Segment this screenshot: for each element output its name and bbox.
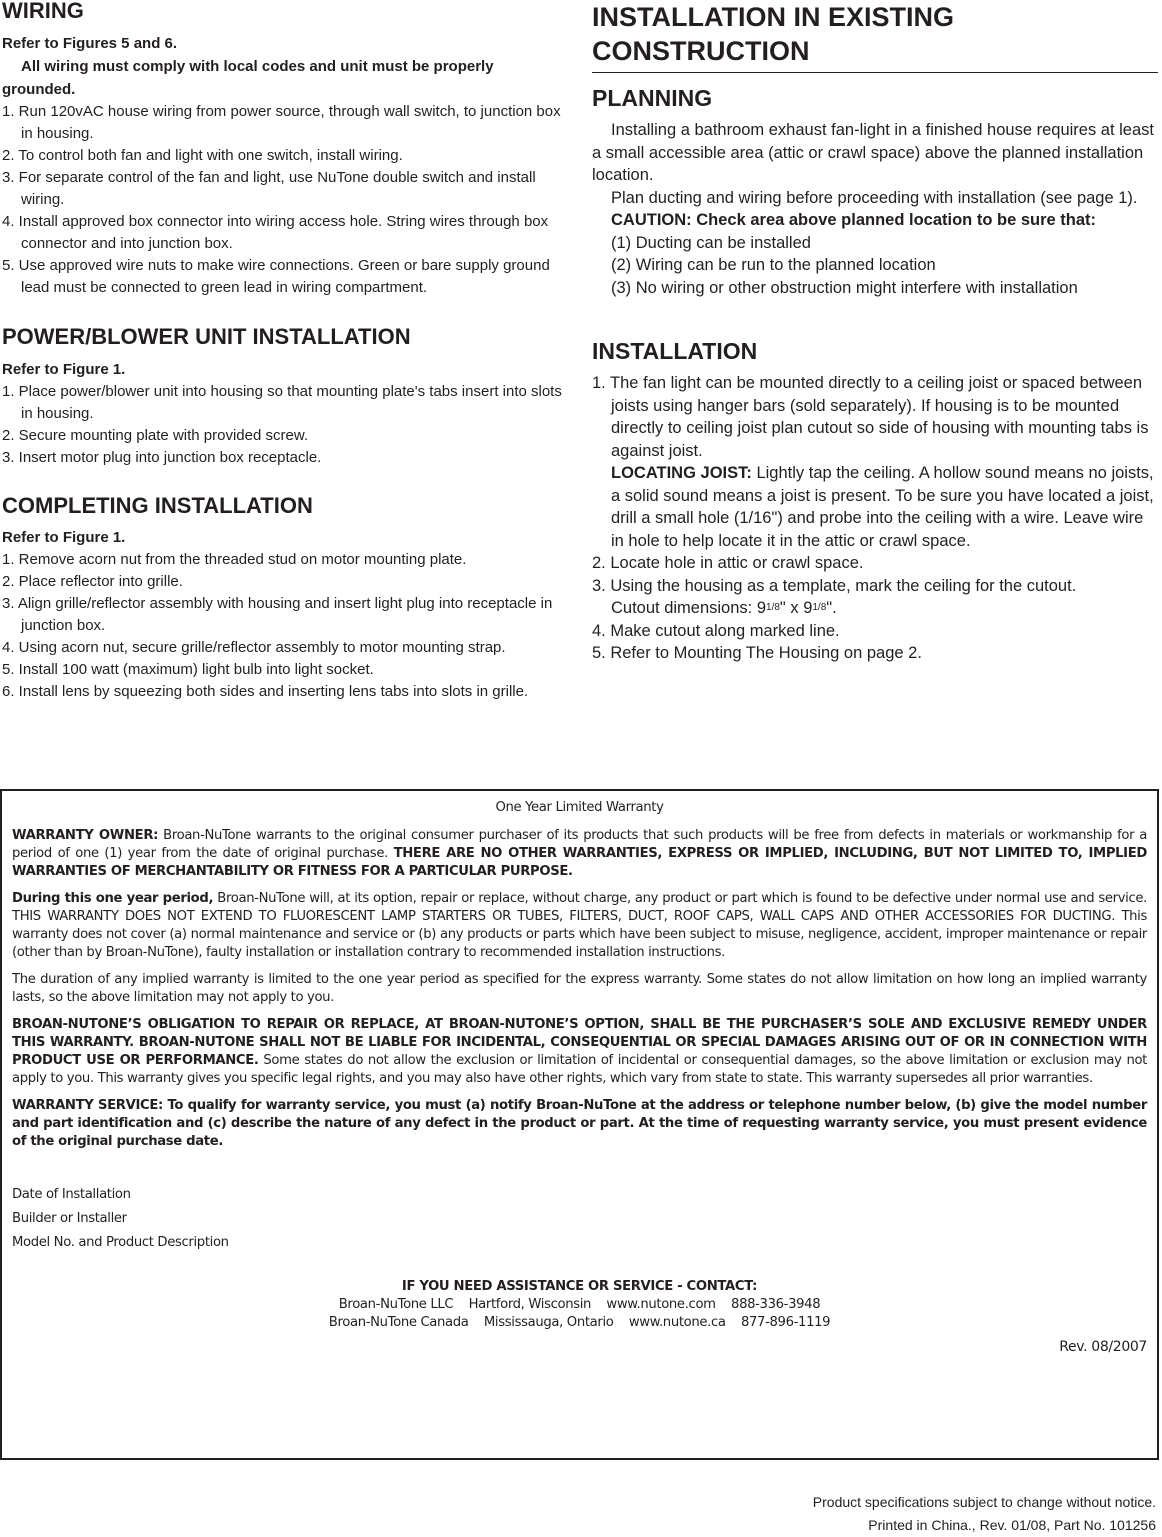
list-item: 3. Align grille/reflector assembly with housing and insert light plug into receptacle in junction box. [2, 595, 553, 634]
cutout-mid: " x 9 [779, 599, 813, 617]
title-line-2: CONSTRUCTION [592, 36, 810, 66]
wiring-reference: Refer to Figures 5 and 6. [2, 35, 178, 52]
list-item: 3. For separate control of the fan and light, use NuTone double switch and install wiring. [2, 169, 536, 208]
list-item: 1. Remove acorn nut from the threaded stud on motor mounting plate. [2, 551, 467, 568]
cutout-end: ". [826, 599, 837, 617]
title-line-1: INSTALLATION IN EXISTING [592, 2, 954, 32]
wiring-steps [2, 101, 568, 299]
planning-check-3: (3) No wiring or other obstruction might interfere with installation [611, 278, 1078, 297]
list-item: 1. Run 120vAC house wiring from power source, through wall switch, to junction box in housing. [2, 103, 561, 142]
date-of-installation-label: Date of Installation [12, 1187, 131, 1202]
list-item: 5. Use approved wire nuts to make wire connections. Green or bare supply ground lead must be connected to green lead in wiring compartment. [2, 257, 550, 296]
warranty-duration: The duration of any implied warranty is limited to the one year period as specified for the express warranty. Some states do not allow limitation on how long an implied warranty lasts, so the above limitation may not apply to you. [12, 972, 1147, 1005]
warranty-obligation-text: Some states do not allow the exclusion or limitation of incidental or consequential damages, so the above limitation or exclusion may not apply to you. This warranty gives you specific legal rights, and you may also have other rights, which vary from state to state. This warranty supersedes all prior warranties. [12, 1053, 1147, 1086]
installation-steps-final [592, 620, 1158, 665]
list-item: 2. To control both fan and light with one switch, install wiring. [2, 147, 403, 164]
warranty-title: One Year Limited Warranty [495, 800, 664, 815]
wiring-note: All wiring must comply with local codes and unit must be properly grounded. [2, 58, 494, 98]
completing-reference: Refer to Figure 1. [2, 529, 126, 546]
list-item: 3. Insert motor plug into junction box receptacle. [2, 449, 322, 466]
list-item: 5. Refer to Mounting The Housing on page 2. [592, 644, 922, 662]
contact-canada: Broan-NuTone Canada Mississauga, Ontario www.nutone.ca 877-896-1119 [328, 1315, 831, 1330]
locating-joist [592, 462, 1158, 552]
cutout-label: Cutout dimensions: 9 [611, 599, 767, 617]
completing-heading: COMPLETING INSTALLATION [2, 493, 313, 518]
model-label: Model No. and Product Description [12, 1235, 229, 1250]
left-column [2, 0, 568, 703]
warranty-obligation-bold: BROAN-NUTONE’S OBLIGATION TO REPAIR OR REPLACE, AT BROAN-NUTONE’S OPTION, SHALL BE THE PURCHASER’S SOLE AND EXCLUSIVE REMEDY UNDER THIS WARRANTY. BROAN-NUTONE SHALL NOT BE LIABLE FOR INCIDENTAL, CONSEQUENTIAL OR SPECIAL DAMAGES ARISING OUT OF OR IN CONNECTION WITH PRODUCT USE OR PERFORMANCE. [12, 1017, 1147, 1068]
warranty-period-text: Broan-NuTone will, at its option, repair or replace, without charge, any product or part which is found to be defective under normal use and service. THIS WARRANTY DOES NOT EXTEND TO FLUORESCENT LAMP STARTERS OR TUBES, FILTERS, DUCT, ROOF CAPS, WALL CAPS AND OTHER ACCESSORIES FOR DUCTING. This warranty does not cover (a) normal maintenance and service or (b) any products or parts which have been subject to misuse, negligence, accident, improper maintenance or repair (other than by Broan-NuTone), faulty installation or installation contrary to recommended installation instructions. [12, 891, 1147, 960]
installation-heading: INSTALLATION [592, 338, 758, 364]
footer-line-1: Product specifications subject to change without notice. [812, 1494, 1156, 1510]
footer-line-2: Printed in China., Rev. 01/08, Part No. 101256 [868, 1517, 1156, 1533]
installation-steps [592, 372, 1158, 462]
list-item: 6. Install lens by squeezing both sides and inserting lens tabs into slots in grille. [2, 683, 529, 700]
list-item: 4. Using acorn nut, secure grille/reflector assembly to motor mounting strap. [2, 639, 506, 656]
joist-text: Lightly tap the ceiling. A hollow sound means no joists, a solid sound means a joist is present. To be sure you have located a joist, drill a small hole (1/16") and probe into the ceiling with a wire. Leave wire in hole to help locate it in the attic or crawl space. [611, 464, 1154, 550]
joist-label: LOCATING JOIST: [611, 464, 752, 482]
planning-check-1: (1) Ducting can be installed [611, 233, 811, 252]
wiring-heading: WIRING [2, 0, 84, 23]
list-item: 2. Locate hole in attic or crawl space. [592, 554, 864, 572]
list-item: 1. Place power/blower unit into housing so that mounting plate's tabs insert into slots in housing. [2, 383, 562, 422]
planning-paragraph-2: Plan ducting and wiring before proceeding with installation (see page 1). [611, 188, 1138, 207]
builder-label: Builder or Installer [12, 1211, 127, 1226]
cutout-fraction: 1/8 [766, 602, 780, 613]
contact-us: Broan-NuTone LLC Hartford, Wisconsin www.nutone.com 888-336-3948 [338, 1297, 821, 1312]
power-blower-heading: POWER/BLOWER UNIT INSTALLATION [2, 324, 411, 349]
planning-check-2: (2) Wiring can be run to the planned location [611, 256, 936, 274]
warranty-obligation [12, 1016, 1147, 1088]
installation-steps-continued [592, 552, 1158, 597]
warranty-period-label: During this one year period, [12, 891, 214, 906]
power-blower-reference: Refer to Figure 1. [2, 361, 126, 378]
warranty-owner-text: Broan-NuTone warrants to the original consumer purchaser of its products that such products will be free from defects in materials or workmanship for a period of one (1) year from the date of original purchase. [12, 828, 1147, 861]
warranty-period [12, 890, 1147, 962]
power-blower-steps [2, 381, 568, 469]
contact-heading: IF YOU NEED ASSISTANCE OR SERVICE - CONTACT: [401, 1279, 758, 1294]
planning-caution: CAUTION: Check area above planned location to be sure that: [611, 211, 1097, 229]
right-column [592, 0, 1158, 665]
list-item: 4. Make cutout along marked line. [592, 621, 840, 640]
existing-construction-title [592, 0, 1158, 73]
list-item: 3. Using the housing as a template, mark the ceiling for the cutout. [592, 576, 1077, 595]
list-item: 1. The fan light can be mounted directly to a ceiling joist or spaced between joists using hanger bars (sold separately). If housing is to be mounted directly to ceiling joist plan cutout so side of housing with mounting tabs is against joist. [592, 374, 1149, 460]
warranty-service: WARRANTY SERVICE: To qualify for warranty service, you must (a) notify Broan-NuTone at the address or telephone number below, (b) give the model number and part identification and (c) describe the nature of any defect in the product or part. At the time of requesting warranty service, you must present evidence of the original purchase date. [12, 1098, 1147, 1149]
footer [813, 1491, 1156, 1537]
warranty-revision: Rev. 08/2007 [1059, 1339, 1147, 1355]
list-item: 2. Secure mounting plate with provided screw. [2, 427, 308, 444]
warranty-owner [12, 827, 1147, 881]
list-item: 4. Install approved box connector into wiring access hole. String wires through box connector and into junction box. [2, 213, 549, 252]
list-item: 5. Install 100 watt (maximum) light bulb into light socket. [2, 661, 374, 678]
warranty-owner-bold: THERE ARE NO OTHER WARRANTIES, EXPRESS OR IMPLIED, INCLUDING, BUT NOT LIMITED TO, IMPLIED WARRANTIES OF MERCHANTABILITY OR FITNESS FOR A PARTICULAR PURPOSE. [12, 846, 1147, 879]
cutout-fraction-2: 1/8 [812, 602, 827, 613]
planning-paragraph-1: Installing a bathroom exhaust fan-light in a finished house requires at least a small accessible area (attic or crawl space) above the planned installation location. [592, 121, 1154, 184]
completing-steps [2, 549, 568, 703]
list-item: 2. Place reflector into grille. [2, 573, 183, 590]
cutout-dimensions [592, 597, 1158, 620]
warranty-owner-label: WARRANTY OWNER: [12, 828, 159, 843]
warranty-box [0, 789, 1159, 1460]
planning-heading: PLANNING [592, 85, 713, 111]
